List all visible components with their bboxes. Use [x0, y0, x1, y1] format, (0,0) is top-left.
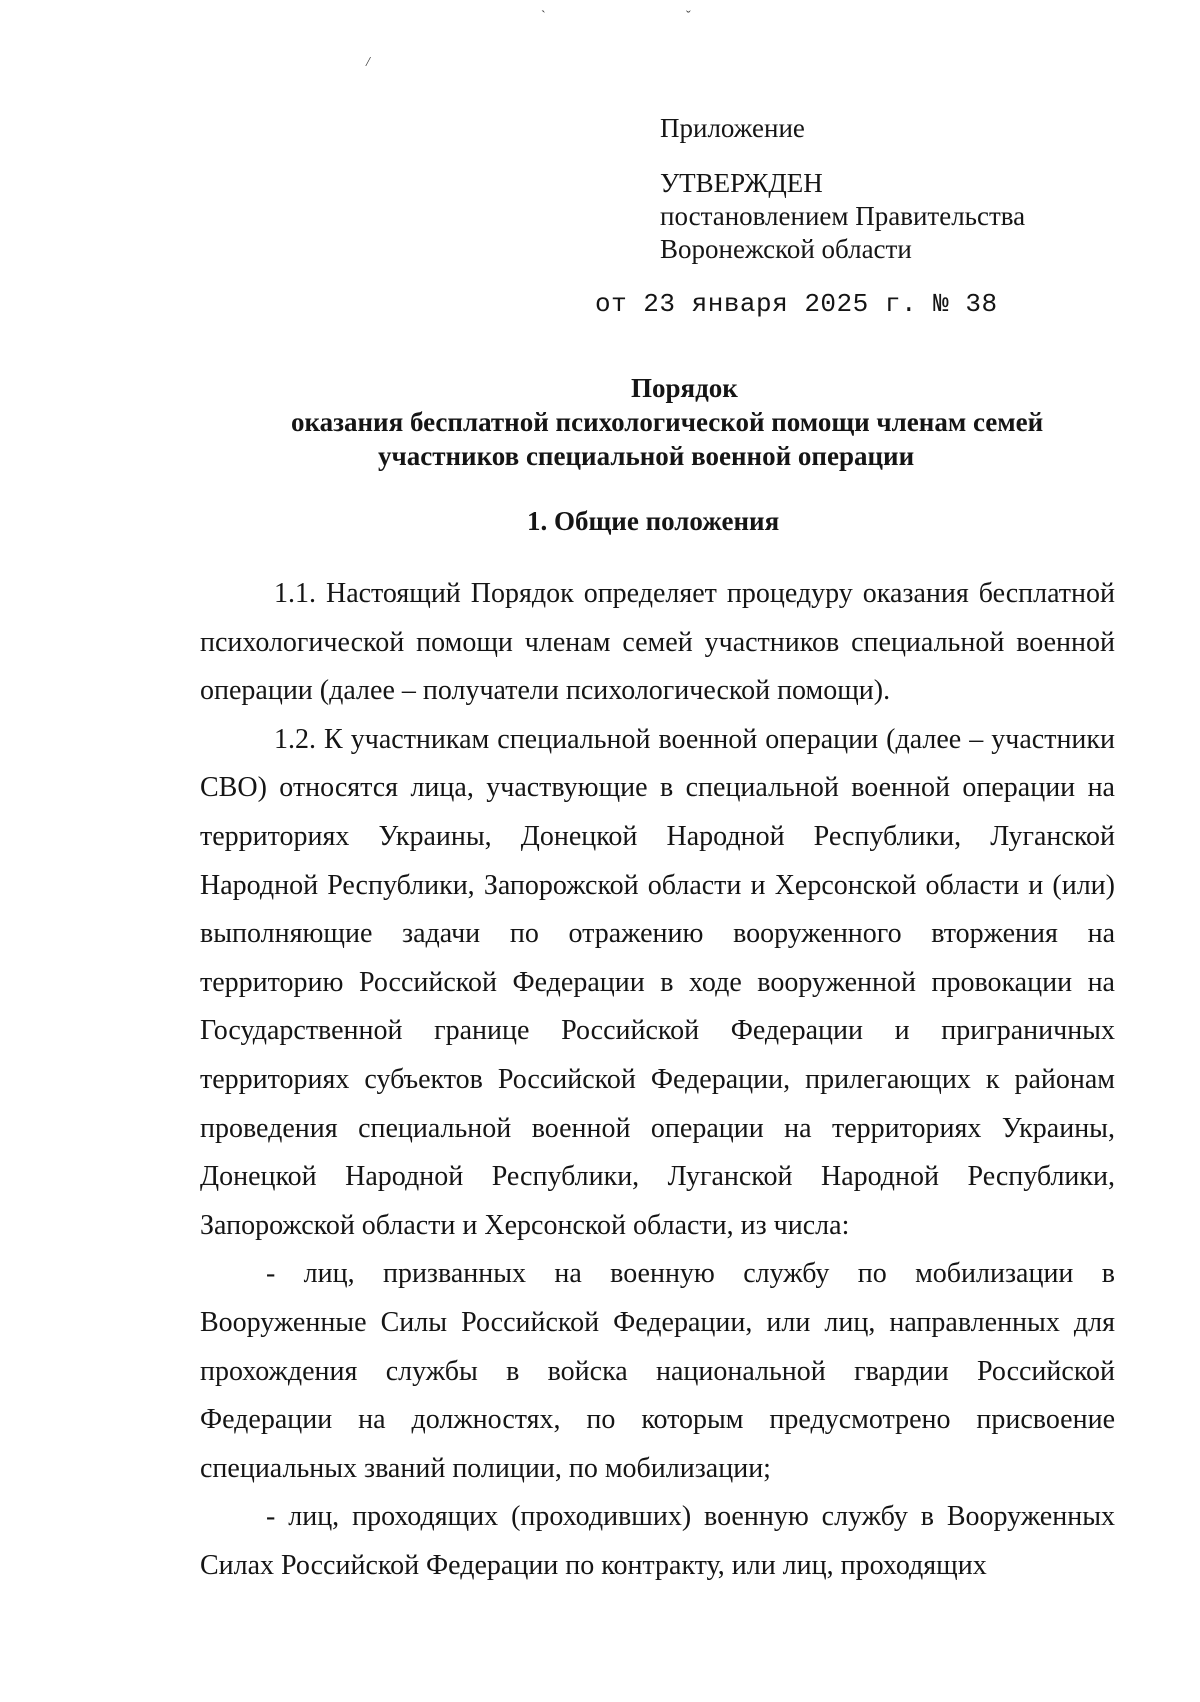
title-line: участников специальной военной операции — [378, 441, 915, 471]
approved-label: УТВЕРЖДЕН — [660, 168, 823, 198]
list-item: - лиц, проходящих (проходивших) военную службу в Вооруженных Силах Российской Федерации по контракту, или лиц, проходящих — [200, 1501, 1115, 1581]
approved-by-region: Воронежской области — [660, 234, 912, 264]
approved-by-line: постановлением Правительства — [660, 201, 1026, 231]
title-line: оказания бесплатной психологической помощи членам семей — [291, 407, 1044, 437]
appendix-label: Приложение — [660, 113, 805, 143]
scan-mark: / — [366, 55, 370, 70]
document-body — [200, 570, 1115, 1590]
section-heading: 1. Общие положения — [527, 506, 780, 536]
approval-block — [660, 112, 1025, 266]
paragraph: 1.2. К участникам специальной военной операции (далее – участники СВО) относятся лица, участвующие в специальной военной операции на территориях Украины, Донецкой Народной Республики, Луганской Народной Республики, Запорожской области и Херсонской области и (или) выполняющие задачи по отражению вооруженного вторжения на территорию Российской Федерации в ходе вооруженной провокации на Государственной границе Российской Федерации и приграничных территориях субъектов Российской Федерации, прилегающих к районам проведения специальной военной операции на территориях Украины, Донецкой Народной Республики, Луганской Народной Республики, Запорожской области и Херсонской области, из числа: — [200, 723, 1115, 1241]
title-line: Порядок — [631, 373, 738, 403]
date-number-stamp: от 23 января 2025 г. № 38 — [595, 289, 998, 319]
scan-mark: ˇ — [686, 9, 691, 24]
paragraph: 1.1. Настоящий Порядок определяет процедуру оказания бесплатной психологической помощи членам семей участников специальной военной операции (далее – получатели психологической помощи). — [200, 578, 1115, 707]
scan-mark: ` — [541, 9, 546, 24]
list-item: - лиц, призванных на военную службу по мобилизации в Вооруженные Силы Российской Федерации, или лиц, направленных для прохождения службы в войска национальной гвардии Российской Федерации на должностях, по которым предусмотрено присвоение специальных званий полиции, по мобилизации; — [200, 1258, 1115, 1484]
